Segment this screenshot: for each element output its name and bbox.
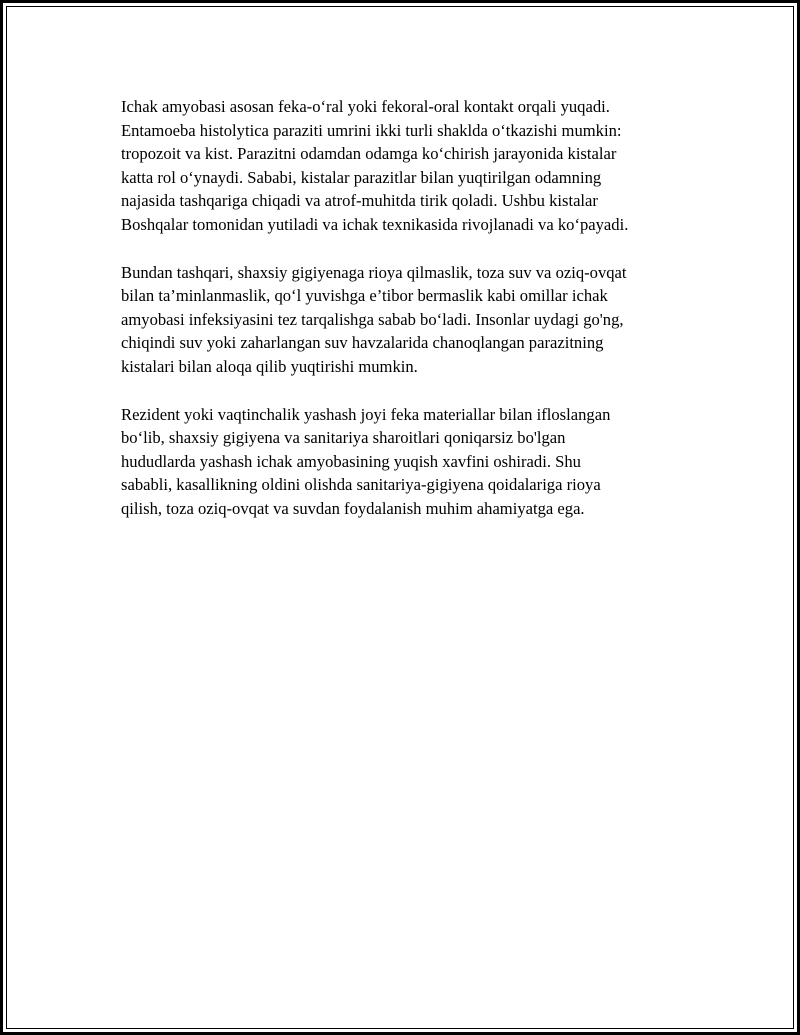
paragraph-1: Ichak amyobasi asosan feka-o‘ral yoki fekoral-oral kontakt orqali yuqadi. Entamoeba histolytica paraziti umrini ikki turli shaklda o‘tkazishi mumkin: tropozoit va kist. Parazitni odamdan odamga ko‘chirish jarayonida kistalar katta rol o‘ynaydi. Sababi, kistalar parazitlar bilan yuqtirilgan odamning najasida tashqariga chiqadi va atrof-muhitda tirik qoladi. Ushbu kistalar Boshqalar tomonidan yutiladi va ichak texnikasida rivojlanadi va ko‘payadi. bbox=[121, 97, 629, 234]
document-body bbox=[121, 95, 701, 545]
paragraph-2: Bundan tashqari, shaxsiy gigiyenaga rioya qilmaslik, toza suv va oziq-ovqat bilan ta’minlanmaslik, qo‘l yuvishga e’tibor bermaslik kabi omillar ichak amyobasi infeksiyasini tez tarqalishga sabab bo‘ladi. Insonlar uydagi go'ng, chiqindi suv yoki zaharlangan suv havzalarida chanoqlangan parazitning kistalari bilan aloqa qilib yuqtirishi mumkin. bbox=[121, 262, 627, 376]
paragraph-3: Rezident yoki vaqtinchalik yashash joyi feka materiallar bilan ifloslangan bo‘lib, shaxsiy gigiyena va sanitariya sharoitlari qoniqarsiz bo'lgan hududlarda yashash ichak amyobasining yuqish xavfini oshiradi. Shu sababli, kasallikning oldini olishda sanitariya-gigiyena qoidalariga rioya qilish, toza oziq-ovqat va suvdan foydalanish muhim ahamiyatga ega. bbox=[121, 404, 611, 518]
